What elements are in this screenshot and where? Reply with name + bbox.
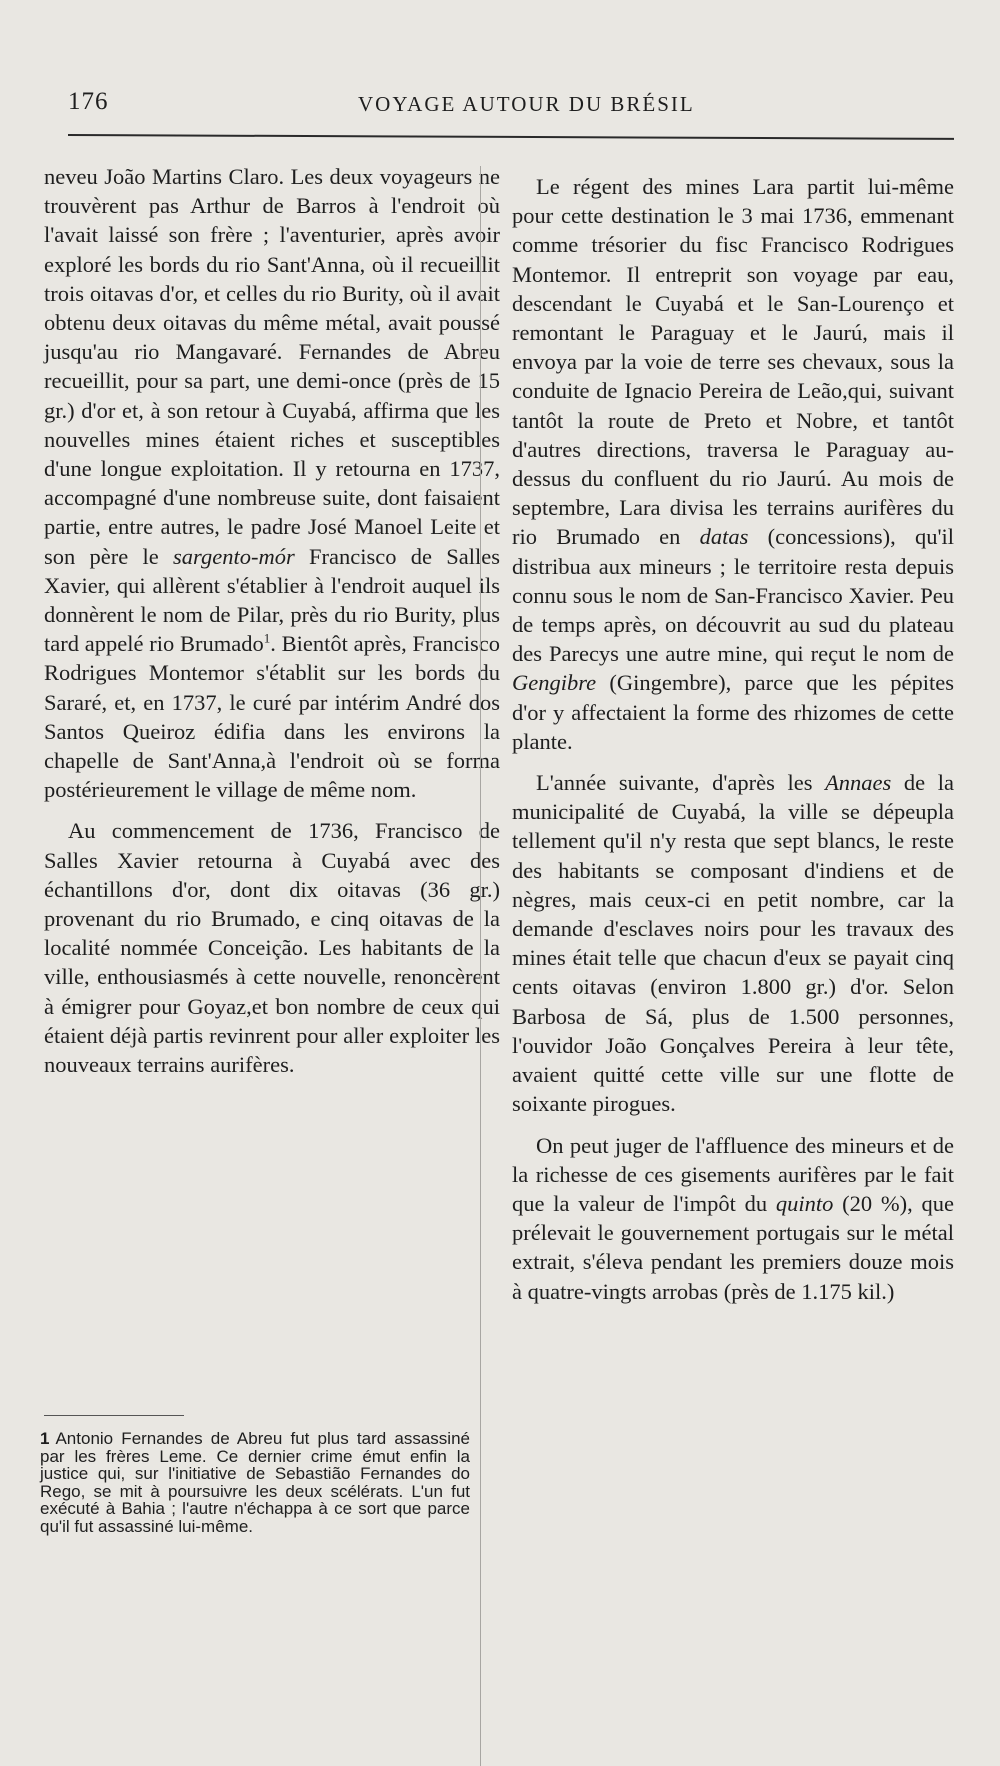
paragraph xyxy=(512,172,954,756)
paragraph xyxy=(512,1131,954,1306)
column-divider xyxy=(480,166,481,1766)
italic-term: Gengibre xyxy=(512,670,597,696)
footnote-text: Antonio Fernandes de Abreu fut plus tard assassiné par les frères Leme. Ce dernier crime émut enfin la justice qui, sur l'initiative de Sebastião Fernandes do Rego, se mit à poursuivre les deux scélérats. L'un fut exécuté à Bahia ; l'autre n'échappa à ce sort que parce qu'il fut assassiné lui-même. xyxy=(40,1429,470,1536)
italic-term: datas xyxy=(699,524,749,550)
text-run: (concessions), qu'il distribua aux mineurs ; le territoire resta depuis connu sous le nom de San-Francisco Xavier. Peu de temps après, on découvrit au sud du plateau des Parecys une autre mine, qui reçut le nom de xyxy=(512,524,954,667)
footnote-mark: 1 xyxy=(40,1429,50,1448)
text-run: (20 %), que prélevait le gouvernement portugais sur le métal extrait, s'éleva pendant les premiers douze mois à quatre-vingts arrobas (près de 1.175 kil.) xyxy=(512,1190,954,1304)
page-number: 176 xyxy=(68,88,109,115)
right-column xyxy=(512,172,954,1318)
paragraph xyxy=(512,768,954,1118)
text-run: Francisco de Salles Xavier, qui allèrent s'établier à l'endroit auquel ils donnèrent le nom de Pilar, près du rio Burity, plus tard appelé rio Brumado xyxy=(44,543,500,657)
running-title: VOYAGE AUTOUR DU BRÉSIL xyxy=(358,92,695,116)
text-run: neveu João Martins Claro. Les deux voyageurs ne trouvèrent pas Arthur de Barros à l'endroit où l'avait laissé son frère ; l'aventurier, après avoir exploré les bords du rio Sant'Anna, où il recueillit trois oitavas d'or, et celles du rio Burity, où il avait obtenu deux oitavas du même métal, avait poussé jusqu'au rio Mangavaré. Fernandes de Abreu recueillit, pour sa part, une demi-once (près de 15 gr.) d'or et, à son retour à Cuyabá, affirma que les nouvelles mines étaient riches et susceptibles d'une longue exploitation. Il y retourna en 1737, accompagné d'une nombreuse suite, dont faisaient partie, entre autres, le padre José Manoel Leite et son père le xyxy=(44,164,500,569)
paragraph: Au commencement de 1736, Francisco de Salles Xavier retourna à Cuyabá avec des échantillons d'or, dont dix oitavas (36 gr.) provenant du rio Brumado, e cinq oitavas de la localité nommée Conceição. Les habitants de la ville, enthousiasmés à cette nouvelle, renoncèrent à émigrer pour Goyaz,et bon nombre de ceux qui étaient déjà partis revinrent pour aller exploiter les nouveaux terrains aurifères. xyxy=(44,818,500,1078)
page-header xyxy=(68,88,948,128)
footnote-reference: 1 xyxy=(263,630,271,646)
text-run: de la municipalité de Cuyabá, la ville se dépeupla tellement qu'il n'y resta que sept blancs, le reste des habitants se composant d'indiens et de nègres, mais ceux-ci en petit nombre, car la demande d'esclaves noirs pour les travaux des mines était telle que chacun d'eux se payait cinq cents oitavas (environ 1.800 gr.) d'or. Selon Barbosa de Sá, plus de 1.500 personnes, l'ouvidor João Gonçalves Pereira à leur tête, avaient quitté cette ville sur une flotte de soixante pirogues. xyxy=(512,770,954,1117)
text-run: Le régent des mines Lara partit lui-même pour cette destination le 3 mai 1736, emmenant comme trésorier du fisc Francisco Rodrigues Montemor. Il entreprit son voyage par eau, descendant le Cuyabá et le San-Lourenço et remontant le Paraguay et le Jaurú, mais il envoya par la voie de terre ses chevaux, sous la conduite de Ignacio Pereira de Leão,qui, suivant tantôt la route de Preto et Nobre, et tantôt d'autres directions, traversa le Paraguay au-dessus du confluent du rio Jaurú. Au mois de septembre, Lara divisa les terrains aurifères du rio Brumado en xyxy=(512,174,954,550)
footnote-rule xyxy=(44,1415,184,1416)
text-run: L'année suivante, d'après les xyxy=(536,770,826,796)
left-column xyxy=(44,162,500,1091)
text-run: . Bientôt après, Francisco Rodrigues Montemor s'établit sur les bords du Sararé, et, en 1737, le curé par intérim André dos Santos Queiroz édifia dans les environs la chapelle de Sant'Anna,à l'endroit où se forma postérieurement le village de même nom. xyxy=(44,631,500,803)
italic-term: Annaes xyxy=(825,770,892,796)
text-run: (Gingembre), parce que les pépites d'or y affectaient la forme des rhizomes de cette plante. xyxy=(512,670,954,754)
header-rule xyxy=(68,134,954,140)
footnote xyxy=(40,1430,470,1535)
italic-term: quinto xyxy=(775,1190,834,1216)
italic-term: sargento-mór xyxy=(173,543,295,569)
paragraph xyxy=(44,162,500,804)
text-run: On peut juger de l'affluence des mineurs et de la richesse de ces gisements aurifères par le fait que la valeur de l'impôt du xyxy=(512,1132,954,1216)
